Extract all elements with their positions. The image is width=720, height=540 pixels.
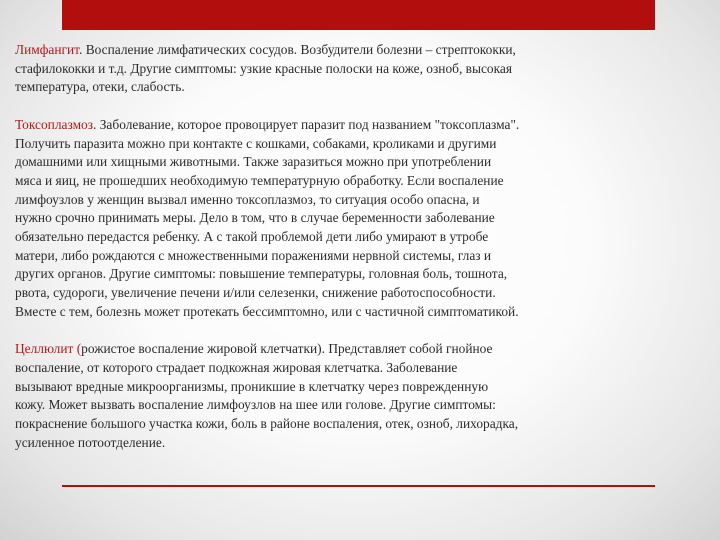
term-cellulitis: Целлюлит ( bbox=[15, 341, 82, 357]
term-lymphangitis: Лимфангит bbox=[15, 42, 80, 57]
slide-body bbox=[15, 41, 710, 471]
paragraph-cellulitis-text: рожистое воспаление жировой клетчатки). Представляет собой гнойное воспаление, от которого страдает подкожная жировая клетчатка. Заболевание вызывают вредные микроорганизмы, проникшие в клетчатку через поврежденную кожу. Может вызвать воспаление лимфоузлов на шее или голове. Другие симптомы: покраснение большого участка кожи, боль в районе воспаления, отек, озноб, лихорадка, усиленное потоотделение. bbox=[15, 341, 519, 450]
paragraph-lymphangitis bbox=[15, 41, 710, 97]
paragraph-toxoplasmosis-text: . Заболевание, которое провоцирует паразит под названием "токсоплазма". Получить паразита можно при контакте с кошками, собаками, кроликами и другими домашними или хищными животными. Также заразиться можно при употреблении мяса и яиц, не прошедших необходимую температурную обработку. Если воспаление лимфоузлов у женщин вызвал именно токсоплазмоз, то ситуация особо опасна, и нужно срочно принимать меры. Дело в том, что в случае беременности заболевание обязательно передастся ребенку. А с такой проблемой дети либо умирают в утробе матери, либо рождаются с множественными поражениями нервной системы, глаз и других органов. Другие симптомы: повышение температуры, головная боль, тошнота, рвота, судороги, увеличение печени и/или селезенки, снижение работоспособности. Вместе с тем, болезнь может протекать бессимптомно, или с частичной симптоматикой. bbox=[15, 116, 520, 319]
header-accent-bar bbox=[62, 0, 655, 30]
term-toxoplasmosis: Токсоплазмоз bbox=[15, 116, 94, 132]
paragraph-toxoplasmosis bbox=[15, 116, 710, 322]
footer-divider bbox=[62, 485, 655, 487]
paragraph-lymphangitis-text: . Воспаление лимфатических сосудов. Возбудители болезни – стрептококки, стафилококки и т.д. Другие симптомы: узкие красные полоски на коже, озноб, высокая температура, отеки, слабость. bbox=[15, 42, 516, 95]
paragraph-cellulitis bbox=[15, 340, 710, 452]
